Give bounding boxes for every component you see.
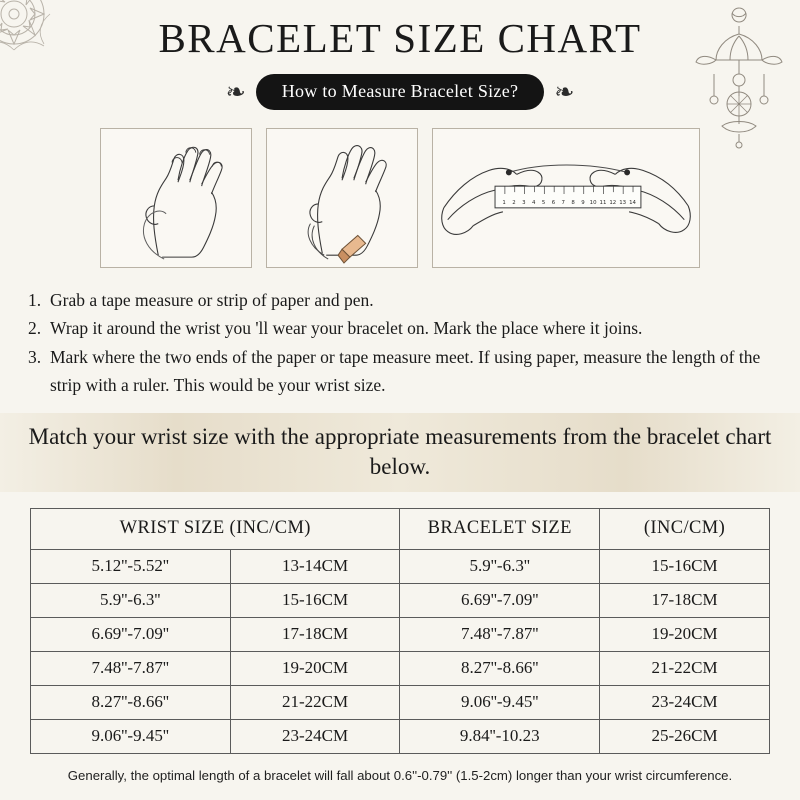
step-number: 3. (28, 346, 42, 367)
svg-text:3: 3 (522, 199, 526, 206)
svg-text:5: 5 (541, 199, 546, 206)
panel-hand-with-tape-start (100, 128, 252, 268)
svg-text:4: 4 (531, 199, 536, 206)
step-text: Wrap it around the wrist you 'll wear your bracelet on. Mark the place where it joins. (50, 318, 643, 339)
subtitle-pill: How to Measure Bracelet Size? (256, 74, 545, 110)
svg-text:12: 12 (609, 199, 617, 206)
cell-wrist-inch: 5.9''-6.3'' (31, 584, 231, 618)
cell-bracelet-inch: 9.06''-9.45'' (400, 686, 600, 720)
svg-text:7: 7 (561, 199, 566, 206)
flourish-left-icon: ❧ (225, 78, 246, 106)
cell-wrist-inch: 9.06''-9.45'' (31, 720, 231, 754)
cell-wrist-cm: 21-22CM (230, 686, 400, 720)
step-number: 2. (28, 318, 42, 339)
cell-bracelet-inch: 6.69''-7.09'' (400, 584, 600, 618)
cell-bracelet-cm: 15-16CM (600, 550, 770, 584)
header-bracelet-size: BRACELET SIZE (400, 509, 600, 550)
cell-bracelet-inch: 7.48''-7.87'' (400, 618, 600, 652)
svg-text:1: 1 (502, 199, 506, 206)
svg-text:8: 8 (571, 199, 575, 206)
header-wrist-size: WRIST SIZE (INC/CM) (31, 509, 400, 550)
list-item (28, 286, 772, 314)
footnote: Generally, the optimal length of a bracelet will fall about 0.6''-0.79'' (1.5-2cm) longer than your wrist circumference. (67, 768, 733, 784)
cell-bracelet-cm: 21-22CM (600, 652, 770, 686)
cell-wrist-cm: 15-16CM (230, 584, 400, 618)
panel-hands-measuring-with-ruler (432, 128, 700, 268)
cell-wrist-inch: 7.48''-7.87'' (31, 652, 231, 686)
table-row (31, 720, 770, 754)
illustration-panels (0, 128, 800, 268)
svg-text:13: 13 (619, 199, 627, 206)
cell-bracelet-cm: 23-24CM (600, 686, 770, 720)
cell-wrist-inch: 5.12''-5.52'' (31, 550, 231, 584)
svg-text:6: 6 (551, 199, 556, 206)
cell-bracelet-cm: 25-26CM (600, 720, 770, 754)
match-banner: Match your wrist size with the appropriate measurements from the bracelet chart below. (0, 413, 800, 492)
svg-text:14: 14 (629, 199, 636, 206)
cell-wrist-cm: 19-20CM (230, 652, 400, 686)
cell-bracelet-inch: 8.27''-8.66'' (400, 652, 600, 686)
list-item (28, 314, 772, 342)
step-text: Mark where the two ends of the paper or tape measure meet. If using paper, measure the length of the strip with a ruler. This would be your wrist size. (50, 346, 761, 396)
list-item (28, 343, 772, 400)
header-bracelet-unit: (INC/CM) (600, 509, 770, 550)
step-number: 1. (28, 290, 42, 310)
size-table-wrapper (30, 508, 770, 754)
cell-wrist-cm: 17-18CM (230, 618, 400, 652)
cell-wrist-inch: 6.69''-7.09'' (31, 618, 231, 652)
table-row (31, 652, 770, 686)
cell-bracelet-inch: 9.84''-10.23 (400, 720, 600, 754)
svg-text:2: 2 (512, 199, 516, 206)
cell-wrist-cm: 23-24CM (230, 720, 400, 754)
svg-text:9: 9 (581, 199, 585, 206)
flourish-right-icon: ❧ (554, 78, 575, 106)
svg-text:11: 11 (599, 199, 607, 206)
size-table (30, 508, 770, 754)
table-row (31, 550, 770, 584)
cell-bracelet-inch: 5.9''-6.3'' (400, 550, 600, 584)
step-text: Grab a tape measure or strip of paper and pen. (50, 290, 374, 310)
panel-hand-wrapping-tape (266, 128, 418, 268)
cell-wrist-inch: 8.27''-8.66'' (31, 686, 231, 720)
table-row (31, 686, 770, 720)
cell-bracelet-cm: 19-20CM (600, 618, 770, 652)
cell-wrist-cm: 13-14CM (230, 550, 400, 584)
instructions-list (28, 286, 772, 399)
subtitle-row (0, 74, 800, 110)
page-title: BRACELET SIZE CHART (158, 15, 642, 61)
table-header-row (31, 509, 770, 550)
table-row (31, 584, 770, 618)
table-row (31, 618, 770, 652)
svg-text:10: 10 (589, 199, 597, 206)
cell-bracelet-cm: 17-18CM (600, 584, 770, 618)
